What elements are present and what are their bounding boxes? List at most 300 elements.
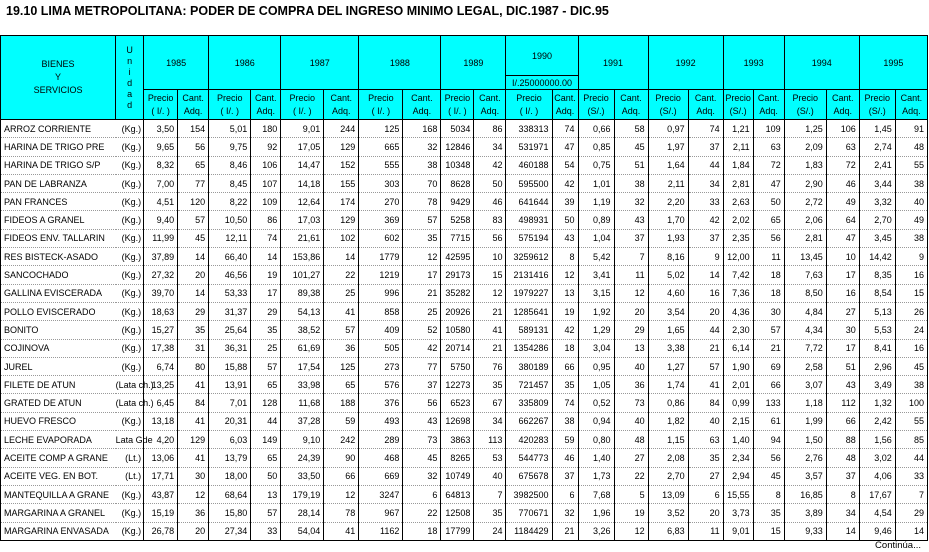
- price-cell: 3982500: [506, 485, 552, 503]
- price-cell: 2,58: [784, 357, 826, 375]
- unit-cell: (Kg.): [116, 174, 144, 192]
- quantity-cell: 64: [826, 211, 859, 229]
- price-cell: 1779: [359, 248, 403, 266]
- quantity-cell: 17: [403, 266, 441, 284]
- price-cell: 996: [359, 284, 403, 302]
- quantity-subheader: Cant. Adq.: [826, 90, 859, 120]
- quantity-cell: 69: [753, 357, 784, 375]
- price-cell: 25,64: [209, 321, 251, 339]
- unit-cell: (Kg.): [116, 156, 144, 174]
- quantity-cell: 40: [895, 193, 927, 211]
- price-subheader: Precio (S/.): [859, 90, 895, 120]
- quantity-cell: 55: [895, 412, 927, 430]
- table-row: [1, 156, 928, 174]
- quantity-cell: 30: [826, 321, 859, 339]
- price-cell: 2,70: [648, 467, 688, 485]
- quantity-cell: 21: [474, 302, 506, 320]
- price-cell: 17,54: [281, 357, 324, 375]
- price-cell: 33,98: [281, 376, 324, 394]
- quantity-cell: 10: [474, 248, 506, 266]
- price-cell: 9,01: [281, 120, 324, 138]
- price-cell: 6523: [441, 394, 474, 412]
- unit-cell: Lata Gde: [116, 431, 144, 449]
- price-cell: 1,19: [578, 193, 614, 211]
- quantity-cell: 45: [403, 449, 441, 467]
- quantity-cell: 92: [251, 138, 281, 156]
- price-cell: 1,93: [648, 229, 688, 247]
- price-cell: 46,56: [209, 266, 251, 284]
- quantity-cell: 63: [753, 138, 784, 156]
- quantity-cell: 14: [251, 248, 281, 266]
- quantity-cell: 15: [753, 522, 784, 540]
- quantity-cell: 57: [753, 321, 784, 339]
- price-cell: 0,99: [723, 394, 753, 412]
- quantity-cell: 29: [614, 321, 648, 339]
- unit-cell: (Kg.): [116, 211, 144, 229]
- quantity-cell: 18: [753, 266, 784, 284]
- quantity-cell: 16: [688, 284, 723, 302]
- table-row: [1, 522, 928, 540]
- quantity-cell: 37: [552, 467, 578, 485]
- quantity-cell: 11: [688, 522, 723, 540]
- quantity-cell: 7: [474, 485, 506, 503]
- unit-cell: (Kg.): [116, 138, 144, 156]
- quantity-cell: 6: [552, 485, 578, 503]
- year-header: 1994: [784, 36, 859, 90]
- product-name: PAN FRANCES: [1, 193, 116, 211]
- quantity-cell: 9: [895, 248, 927, 266]
- quantity-cell: 41: [688, 376, 723, 394]
- price-cell: 13,06: [144, 449, 178, 467]
- price-cell: 1,64: [648, 156, 688, 174]
- year-header: 1986: [209, 36, 281, 90]
- quantity-cell: 125: [324, 357, 359, 375]
- quantity-cell: 19: [614, 504, 648, 522]
- quantity-cell: 84: [178, 394, 209, 412]
- quantity-cell: 46: [826, 174, 859, 192]
- quantity-cell: 72: [753, 156, 784, 174]
- quantity-cell: 44: [688, 321, 723, 339]
- quantity-cell: 57: [251, 357, 281, 375]
- quantity-cell: 45: [178, 229, 209, 247]
- price-cell: 8628: [441, 174, 474, 192]
- quantity-cell: 78: [324, 504, 359, 522]
- quantity-cell: 65: [324, 376, 359, 394]
- price-cell: 3247: [359, 485, 403, 503]
- price-cell: 3259612: [506, 248, 552, 266]
- price-cell: 6,83: [648, 522, 688, 540]
- quantity-cell: 38: [895, 229, 927, 247]
- price-cell: 498931: [506, 211, 552, 229]
- quantity-cell: 19: [251, 266, 281, 284]
- price-subheader: Precio (S/.): [784, 90, 826, 120]
- quantity-cell: 20: [688, 504, 723, 522]
- unit-cell: (Kg.): [116, 339, 144, 357]
- quantity-cell: 70: [403, 174, 441, 192]
- price-cell: 2,30: [723, 321, 753, 339]
- price-cell: 28,14: [281, 504, 324, 522]
- quantity-cell: 57: [251, 504, 281, 522]
- price-cell: 17,38: [144, 339, 178, 357]
- quantity-cell: 49: [826, 193, 859, 211]
- quantity-cell: 20: [688, 302, 723, 320]
- quantity-cell: 66: [552, 357, 578, 375]
- price-cell: 2,96: [859, 357, 895, 375]
- price-cell: 14,42: [859, 248, 895, 266]
- quantity-cell: 74: [688, 120, 723, 138]
- quantity-cell: 59: [552, 431, 578, 449]
- quantity-cell: 66: [753, 376, 784, 394]
- quantity-cell: 50: [251, 467, 281, 485]
- quantity-cell: 46: [474, 193, 506, 211]
- price-cell: 3,04: [578, 339, 614, 357]
- quantity-cell: 43: [552, 229, 578, 247]
- quantity-cell: 155: [324, 174, 359, 192]
- price-cell: 380189: [506, 357, 552, 375]
- price-cell: 2,70: [859, 211, 895, 229]
- quantity-cell: 40: [614, 412, 648, 430]
- quantity-cell: 9: [688, 248, 723, 266]
- unit-cell: (Lt.): [116, 449, 144, 467]
- price-cell: 8,35: [859, 266, 895, 284]
- quantity-cell: 74: [552, 394, 578, 412]
- quantity-cell: 74: [552, 120, 578, 138]
- price-cell: 14,47: [281, 156, 324, 174]
- quantity-cell: 51: [826, 357, 859, 375]
- quantity-cell: 42: [552, 174, 578, 192]
- quantity-cell: 59: [324, 412, 359, 430]
- quantity-subheader: Cant. Adq.: [552, 90, 578, 120]
- quantity-cell: 25: [251, 339, 281, 357]
- quantity-cell: 37: [688, 138, 723, 156]
- quantity-cell: 31: [178, 339, 209, 357]
- price-cell: 15,19: [144, 504, 178, 522]
- price-cell: 64813: [441, 485, 474, 503]
- price-cell: 13,45: [784, 248, 826, 266]
- price-cell: 13,25: [144, 376, 178, 394]
- quantity-cell: 78: [403, 193, 441, 211]
- price-cell: 11,68: [281, 394, 324, 412]
- price-cell: 4,51: [144, 193, 178, 211]
- price-cell: 13,79: [209, 449, 251, 467]
- price-cell: 42595: [441, 248, 474, 266]
- year-header: 1992: [648, 36, 723, 90]
- quantity-cell: 49: [895, 211, 927, 229]
- quantity-subheader: Cant. Adq.: [895, 90, 927, 120]
- price-cell: 1,40: [578, 449, 614, 467]
- price-cell: 3,38: [648, 339, 688, 357]
- quantity-cell: 41: [474, 321, 506, 339]
- price-cell: 17,71: [144, 467, 178, 485]
- quantity-cell: 30: [178, 467, 209, 485]
- product-name: HUEVO FRESCO: [1, 412, 116, 430]
- quantity-cell: 8: [826, 485, 859, 503]
- price-cell: 20,31: [209, 412, 251, 430]
- quantity-cell: 37: [403, 376, 441, 394]
- quantity-cell: 47: [826, 229, 859, 247]
- table-row: [1, 248, 928, 266]
- quantity-cell: 27: [826, 302, 859, 320]
- year-header: 1987: [281, 36, 359, 90]
- price-cell: 2,81: [723, 174, 753, 192]
- price-subheader: Precio (S/.): [578, 90, 614, 120]
- quantity-cell: 65: [178, 156, 209, 174]
- quantity-cell: 12: [178, 485, 209, 503]
- quantity-cell: 106: [826, 120, 859, 138]
- quantity-cell: 14: [178, 284, 209, 302]
- price-cell: 53,33: [209, 284, 251, 302]
- price-cell: 8,32: [144, 156, 178, 174]
- product-name: BONITO: [1, 321, 116, 339]
- price-cell: 770671: [506, 504, 552, 522]
- quantity-cell: 15: [895, 284, 927, 302]
- price-cell: 460188: [506, 156, 552, 174]
- quantity-cell: 244: [324, 120, 359, 138]
- quantity-cell: 27: [614, 449, 648, 467]
- quantity-cell: 37: [614, 229, 648, 247]
- product-name: ACEITE VEG. EN BOT.: [1, 467, 116, 485]
- table-row: [1, 120, 928, 138]
- price-cell: 26,78: [144, 522, 178, 540]
- price-cell: 3,54: [648, 302, 688, 320]
- quantity-cell: 35: [403, 229, 441, 247]
- quantity-cell: 38: [895, 174, 927, 192]
- quantity-cell: 33: [895, 467, 927, 485]
- price-subheader: Precio ( I/. ): [281, 90, 324, 120]
- quantity-cell: 63: [826, 138, 859, 156]
- quantity-cell: 24: [474, 522, 506, 540]
- price-cell: 0,52: [578, 394, 614, 412]
- price-cell: 1,05: [578, 376, 614, 394]
- price-cell: 1979227: [506, 284, 552, 302]
- quantity-cell: 65: [251, 376, 281, 394]
- price-cell: 0,80: [578, 431, 614, 449]
- price-cell: 2,20: [648, 193, 688, 211]
- quantity-cell: 18: [403, 522, 441, 540]
- price-cell: 3,26: [578, 522, 614, 540]
- table-row: [1, 302, 928, 320]
- price-cell: 36,31: [209, 339, 251, 357]
- price-cell: 1,50: [784, 431, 826, 449]
- product-name: MARGARINA ENVASADA: [1, 522, 116, 540]
- price-cell: 575194: [506, 229, 552, 247]
- quantity-cell: 168: [403, 120, 441, 138]
- quantity-cell: 16: [895, 266, 927, 284]
- price-cell: 3,15: [578, 284, 614, 302]
- price-cell: 2,90: [784, 174, 826, 192]
- price-cell: 33,50: [281, 467, 324, 485]
- price-cell: 5,01: [209, 120, 251, 138]
- price-cell: 1285641: [506, 302, 552, 320]
- quantity-cell: 129: [324, 138, 359, 156]
- quantity-cell: 42: [474, 156, 506, 174]
- price-cell: 3,89: [784, 504, 826, 522]
- price-cell: 54,04: [281, 522, 324, 540]
- price-cell: 5,13: [859, 302, 895, 320]
- quantity-cell: 109: [753, 120, 784, 138]
- table-row: [1, 431, 928, 449]
- quantity-cell: 48: [826, 449, 859, 467]
- price-cell: 31,37: [209, 302, 251, 320]
- price-cell: 2,81: [784, 229, 826, 247]
- quantity-cell: 5: [614, 485, 648, 503]
- quantity-subheader: Cant. Adq.: [403, 90, 441, 120]
- price-cell: 9429: [441, 193, 474, 211]
- quantity-cell: 29: [178, 302, 209, 320]
- quantity-cell: 37: [688, 229, 723, 247]
- quantity-cell: 46: [552, 449, 578, 467]
- quantity-cell: 73: [614, 394, 648, 412]
- price-cell: 1,01: [578, 174, 614, 192]
- product-name: ARROZ CORRIENTE: [1, 120, 116, 138]
- quantity-subheader: Cant. Adq.: [474, 90, 506, 120]
- quantity-cell: 35: [474, 376, 506, 394]
- price-cell: 2,11: [648, 174, 688, 192]
- quantity-cell: 180: [251, 120, 281, 138]
- quantity-cell: 18: [552, 339, 578, 357]
- price-cell: 6,74: [144, 357, 178, 375]
- quantity-cell: 7: [895, 485, 927, 503]
- product-name: ACEITE COMP A GRANE: [1, 449, 116, 467]
- table-row: [1, 376, 928, 394]
- price-cell: 544773: [506, 449, 552, 467]
- quantity-cell: 100: [895, 394, 927, 412]
- quantity-cell: 39: [552, 193, 578, 211]
- price-cell: 420283: [506, 431, 552, 449]
- price-cell: 179,19: [281, 485, 324, 503]
- price-cell: 2,15: [723, 412, 753, 430]
- quantity-cell: 50: [552, 211, 578, 229]
- quantity-cell: 106: [251, 156, 281, 174]
- price-cell: 7,72: [784, 339, 826, 357]
- unit-cell: (Kg.): [116, 266, 144, 284]
- quantity-cell: 45: [753, 467, 784, 485]
- year-header: 1985: [144, 36, 209, 90]
- price-cell: 0,94: [578, 412, 614, 430]
- price-cell: 2,72: [784, 193, 826, 211]
- price-cell: 3,32: [859, 193, 895, 211]
- product-name: PAN DE LABRANZA: [1, 174, 116, 192]
- quantity-cell: 133: [753, 394, 784, 412]
- quantity-cell: 154: [178, 120, 209, 138]
- price-cell: 1,65: [648, 321, 688, 339]
- price-cell: 1,15: [648, 431, 688, 449]
- price-cell: 66,40: [209, 248, 251, 266]
- quantity-subheader: Cant. Adq.: [614, 90, 648, 120]
- price-cell: 1354286: [506, 339, 552, 357]
- quantity-cell: 48: [614, 431, 648, 449]
- price-cell: 409: [359, 321, 403, 339]
- quantity-cell: 42: [552, 321, 578, 339]
- quantity-cell: 51: [614, 156, 648, 174]
- quantity-cell: 32: [614, 193, 648, 211]
- quantity-cell: 12: [474, 284, 506, 302]
- product-name: GRATED DE ATUN: [1, 394, 116, 412]
- quantity-cell: 21: [474, 339, 506, 357]
- price-cell: 17799: [441, 522, 474, 540]
- price-cell: 125: [359, 120, 403, 138]
- quantity-cell: 76: [474, 357, 506, 375]
- price-cell: 2,34: [723, 449, 753, 467]
- quantity-cell: 56: [403, 394, 441, 412]
- table-row: [1, 193, 928, 211]
- unit-cell: (Kg.): [116, 229, 144, 247]
- unit-cell: (Kg.): [116, 412, 144, 430]
- quantity-cell: 56: [474, 229, 506, 247]
- quantity-cell: 34: [688, 174, 723, 192]
- price-cell: 1,96: [578, 504, 614, 522]
- quantity-cell: 22: [614, 467, 648, 485]
- quantity-cell: 35: [178, 321, 209, 339]
- unit-header: U n i d a d: [116, 36, 144, 120]
- quantity-cell: 44: [688, 156, 723, 174]
- quantity-cell: 73: [403, 431, 441, 449]
- table-row: [1, 138, 928, 156]
- price-cell: 7,42: [723, 266, 753, 284]
- price-subheader: Precio ( I/. ): [144, 90, 178, 120]
- quantity-cell: 21: [552, 522, 578, 540]
- price-cell: 1,92: [578, 302, 614, 320]
- unit-cell: (Lt.): [116, 467, 144, 485]
- price-cell: 3,41: [578, 266, 614, 284]
- quantity-cell: 48: [895, 138, 927, 156]
- price-cell: 1,97: [648, 138, 688, 156]
- price-cell: 4,84: [784, 302, 826, 320]
- price-cell: 2,02: [723, 211, 753, 229]
- quantity-cell: 35: [474, 504, 506, 522]
- note-1990: I/.25000000.00: [506, 76, 578, 90]
- quantity-cell: 72: [826, 156, 859, 174]
- price-cell: 0,97: [648, 120, 688, 138]
- price-cell: 7715: [441, 229, 474, 247]
- quantity-subheader: Cant. Adq.: [753, 90, 784, 120]
- price-cell: 5258: [441, 211, 474, 229]
- price-cell: 0,75: [578, 156, 614, 174]
- price-cell: 2,94: [723, 467, 753, 485]
- quantity-cell: 35: [552, 376, 578, 394]
- unit-cell: (Lata ch.): [116, 394, 144, 412]
- price-cell: 1,56: [859, 431, 895, 449]
- quantity-cell: 10: [826, 248, 859, 266]
- price-cell: 1,90: [723, 357, 753, 375]
- price-cell: 2,35: [723, 229, 753, 247]
- price-cell: 8,45: [209, 174, 251, 192]
- unit-cell: (Kg.): [116, 522, 144, 540]
- price-cell: 6,03: [209, 431, 251, 449]
- price-cell: 289: [359, 431, 403, 449]
- price-cell: 1,74: [648, 376, 688, 394]
- price-cell: 18,63: [144, 302, 178, 320]
- product-name: JUREL: [1, 357, 116, 375]
- quantity-cell: 188: [324, 394, 359, 412]
- quantity-cell: 14: [826, 522, 859, 540]
- price-cell: 27,34: [209, 522, 251, 540]
- price-cell: 89,38: [281, 284, 324, 302]
- price-cell: 0,66: [578, 120, 614, 138]
- price-cell: 1,82: [648, 412, 688, 430]
- price-cell: 7,68: [578, 485, 614, 503]
- quantity-cell: 20: [178, 266, 209, 284]
- quantity-cell: 25: [403, 302, 441, 320]
- quantity-cell: 53: [474, 449, 506, 467]
- quantity-cell: 56: [178, 138, 209, 156]
- quantity-cell: 12: [614, 284, 648, 302]
- price-cell: 10,50: [209, 211, 251, 229]
- quantity-cell: 57: [403, 211, 441, 229]
- table-row: [1, 174, 928, 192]
- quantity-cell: 16: [895, 339, 927, 357]
- price-cell: 270: [359, 193, 403, 211]
